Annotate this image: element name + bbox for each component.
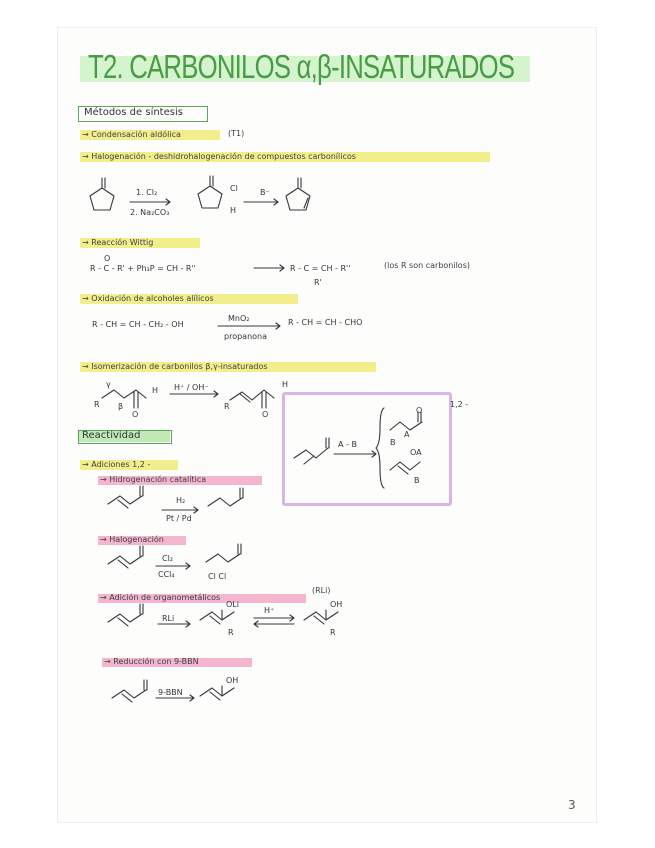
wittig-product-r: R' <box>314 278 322 287</box>
isomer-o: O <box>132 410 139 419</box>
enone-structure <box>112 680 147 702</box>
alpha-beta-structure <box>230 390 274 408</box>
product-14-structure <box>390 412 422 430</box>
halo-step1: 1. Cl₂ <box>136 188 158 197</box>
box-p1-a: A <box>404 430 410 439</box>
enone-structure <box>108 486 143 508</box>
bbn-oh: OH <box>226 676 239 685</box>
page-number: 3 <box>568 798 576 812</box>
item-wittig: → Reacción Wittig <box>82 238 154 247</box>
enone-structure <box>108 546 143 568</box>
organo-oh: OH <box>330 600 343 609</box>
enone-structure <box>294 438 329 464</box>
arrow <box>158 621 190 627</box>
enone-structure <box>108 604 143 626</box>
isomer-beta: β <box>118 402 124 411</box>
hydro-reagent: H₂ <box>176 496 186 505</box>
beta-gamma-structure <box>102 390 146 408</box>
arrow <box>244 199 278 205</box>
product-12-structure <box>390 462 420 474</box>
arrow <box>334 451 376 457</box>
aldol-ref: (T1) <box>228 129 245 138</box>
cyclopentanone-structure <box>90 178 114 210</box>
organo-reagent2: H⁺ <box>264 606 275 615</box>
arrow <box>156 695 194 701</box>
addition-hydrogenation: → Hidrogenación catalítica <box>100 475 207 484</box>
halog-reagent: Cl₂ <box>162 554 174 563</box>
isomer-r2: R <box>224 402 230 411</box>
alcohol-structure <box>304 610 338 624</box>
brace <box>376 408 384 488</box>
box-p2-oa: OA <box>410 448 422 457</box>
box-p1-b: B <box>390 438 396 447</box>
wittig-product: R - C = CH - R'' <box>290 264 351 273</box>
box-label-12: 1,2 - <box>450 400 469 409</box>
bbn-reagent: 9-BBN <box>158 688 183 697</box>
organo-r2: R <box>330 628 336 637</box>
halo-h: H <box>230 206 237 215</box>
organo-reagent: RLi <box>162 614 175 623</box>
halog-cond: CCl₄ <box>158 570 175 579</box>
wittig-note: (los R son carbonilos) <box>384 261 470 270</box>
alkoxide-structure <box>200 610 234 624</box>
page-title: T2. CARBONILOS α,β-INSATURADOS <box>88 48 515 85</box>
isomer-reagent: H⁺ / OH⁻ <box>174 383 209 392</box>
wittig-reactant: R - C - R' + Ph₃P = CH - R'' <box>90 264 196 273</box>
allylic-alcohol-structure <box>200 686 234 700</box>
box-reagent: A - B <box>338 440 357 449</box>
ox-reagent: MnO₂ <box>228 314 250 323</box>
ketone-structure <box>208 488 243 506</box>
hydro-cond: Pt / Pd <box>166 514 192 523</box>
section-heading-reactivity: Reactividad <box>82 430 141 441</box>
isomer-h: H <box>152 386 159 395</box>
isomer-gamma: γ <box>106 380 111 389</box>
arrow <box>162 507 198 513</box>
ox-product: R - CH = CH - CHO <box>288 318 363 327</box>
box-p2-b: B <box>414 476 420 485</box>
halo-cl: Cl <box>230 184 238 193</box>
addition-halogenation: → Halogenación <box>100 535 164 544</box>
halo-step2: 2. Na₂CO₃ <box>130 208 170 217</box>
item-oxidation: → Oxidación de alcoholes alílicos <box>82 294 214 303</box>
chemical-structures <box>58 28 596 822</box>
arrow <box>218 323 280 329</box>
notebook-page <box>58 28 596 822</box>
halo-base: B⁻ <box>260 188 270 197</box>
organo-oli: OLi <box>226 600 239 609</box>
ox-solvent: propanona <box>224 332 268 341</box>
halog-sub: Cl Cl <box>208 572 227 581</box>
dichloro-structure <box>206 544 241 562</box>
chlorinated-ketone-structure <box>198 176 222 208</box>
box-p1-o: O <box>416 406 423 415</box>
item-aldol: → Condensación aldólica <box>82 130 181 139</box>
arrow <box>130 199 170 205</box>
organo-r: R <box>228 628 234 637</box>
item-halogenation: → Halogenación - deshidrohalogenación de compuestos carbonílicos <box>82 152 356 161</box>
equilibrium-arrow <box>254 615 294 627</box>
additions-title: → Adiciones 1,2 - <box>82 460 151 469</box>
cyclopentenone-structure <box>286 178 310 210</box>
organo-rl: (RLi) <box>312 586 331 595</box>
section-heading-synthesis: Métodos de síntesis <box>84 107 183 118</box>
addition-organometallic: → Adición de organometálicos <box>100 593 221 602</box>
isomer-o2: O <box>262 410 269 419</box>
addition-9bbn: → Reducción con 9-BBN <box>104 657 199 666</box>
wittig-o: O <box>104 254 111 263</box>
ox-reactant: R - CH = CH - CH₂ - OH <box>92 320 184 329</box>
arrow <box>170 391 218 397</box>
arrow <box>254 265 284 271</box>
isomer-h2: H <box>282 380 289 389</box>
isomer-r: R <box>94 400 100 409</box>
arrow <box>156 563 190 569</box>
item-isomerization: → Isomerización de carbonilos β,γ-insaturados <box>82 362 268 371</box>
